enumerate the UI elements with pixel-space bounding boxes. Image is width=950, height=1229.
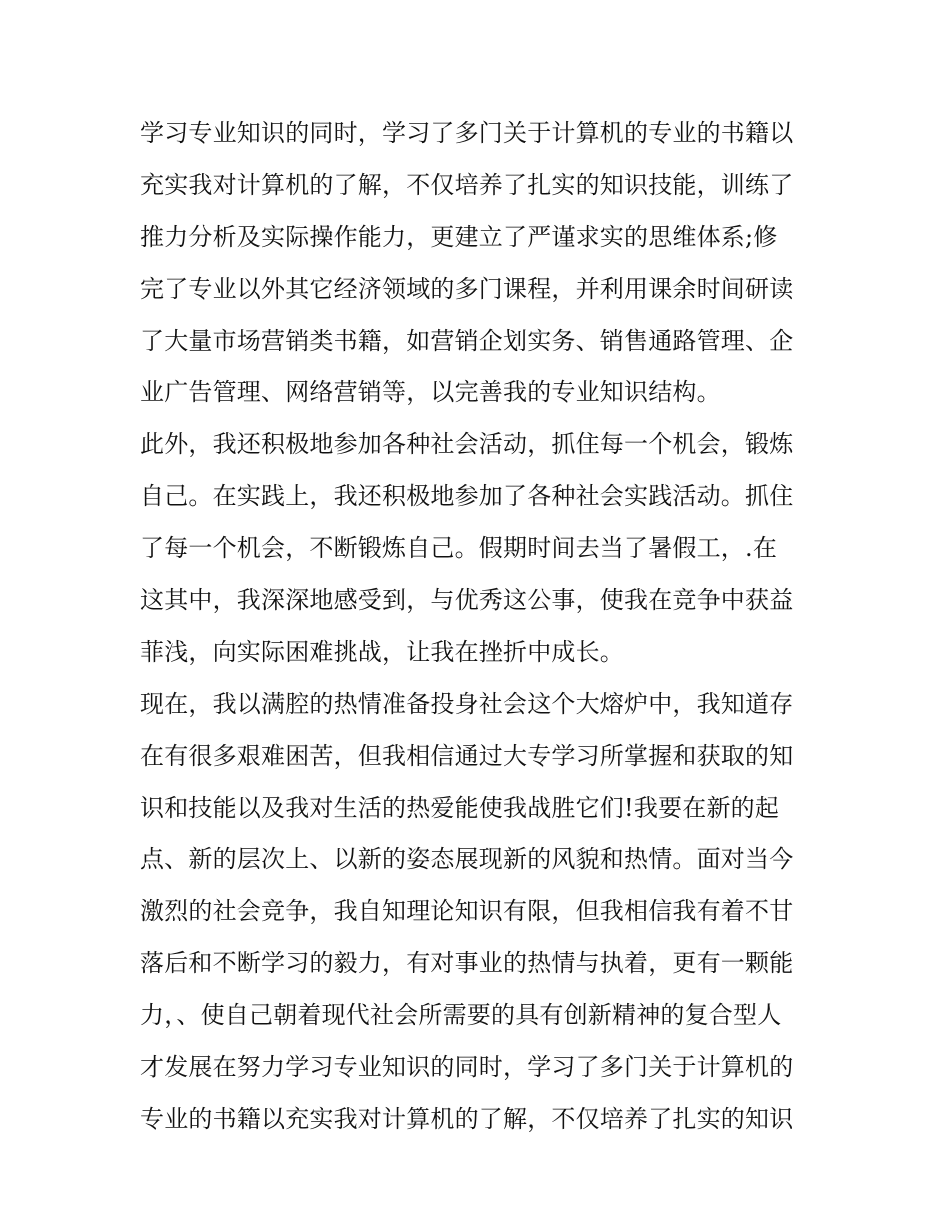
- text-line: 完了专业以外其它经济领域的多门课程，并利用课余时间研读: [140, 274, 794, 303]
- text-line: 点、新的层次上、以新的姿态展现新的风貌和热情。面对当今: [140, 845, 794, 874]
- text-line: 了每一个机会，不断锻炼自己。假期时间去当了暑假工，.在: [140, 534, 778, 563]
- text-line: 现在，我以满腔的热情准备投身社会这个大熔炉中，我知道存: [140, 689, 794, 718]
- text-line: 菲浅，向实际困难挑战，让我在挫折中成长。: [140, 637, 624, 666]
- text-line: 专业的书籍以充实我对计算机的了解，不仅培养了扎实的知识: [140, 1104, 794, 1133]
- text-line: 学习专业知识的同时，学习了多门关于计算机的专业的书籍以: [140, 119, 794, 147]
- text-line: 了大量市场营销类书籍，如营销企划实务、销售通路管理、企: [140, 326, 794, 355]
- body-text: [140, 108, 820, 1146]
- text-line: 才发展在努力学习专业知识的同时，学习了多门关于计算机的: [140, 1053, 794, 1082]
- text-line: 推力分析及实际操作能力，更建立了严谨求实的思维体系;修: [140, 222, 778, 251]
- text-line: 充实我对计算机的了解，不仅培养了扎实的知识技能，训练了: [140, 170, 794, 199]
- text-line: 业广告管理、网络营销等，以完善我的专业知识结构。: [140, 378, 721, 407]
- text-line: 这其中，我深深地感受到，与优秀这公事，使我在竞争中获益: [140, 586, 794, 615]
- text-line: 在有很多艰难困苦，但我相信通过大专学习所掌握和获取的知: [140, 741, 794, 770]
- text-line: 力，、使自己朝着现代社会所需要的具有创新精神的复合型人: [140, 1001, 782, 1030]
- text-line: 落后和不断学习的毅力，有对事业的热情与执着，更有一颗能: [140, 949, 794, 978]
- text-line: 自己。在实践上，我还积极地参加了各种社会实践活动。抓住: [140, 482, 794, 511]
- text-line: 识和技能以及我对生活的热爱能使我战胜它们!我要在新的起: [140, 793, 780, 822]
- text-line: 激烈的社会竞争，我自知理论知识有限，但我相信我有着不甘: [140, 897, 794, 926]
- text-line: 此外，我还积极地参加各种社会活动，抓住每一个机会，锻炼: [140, 430, 794, 459]
